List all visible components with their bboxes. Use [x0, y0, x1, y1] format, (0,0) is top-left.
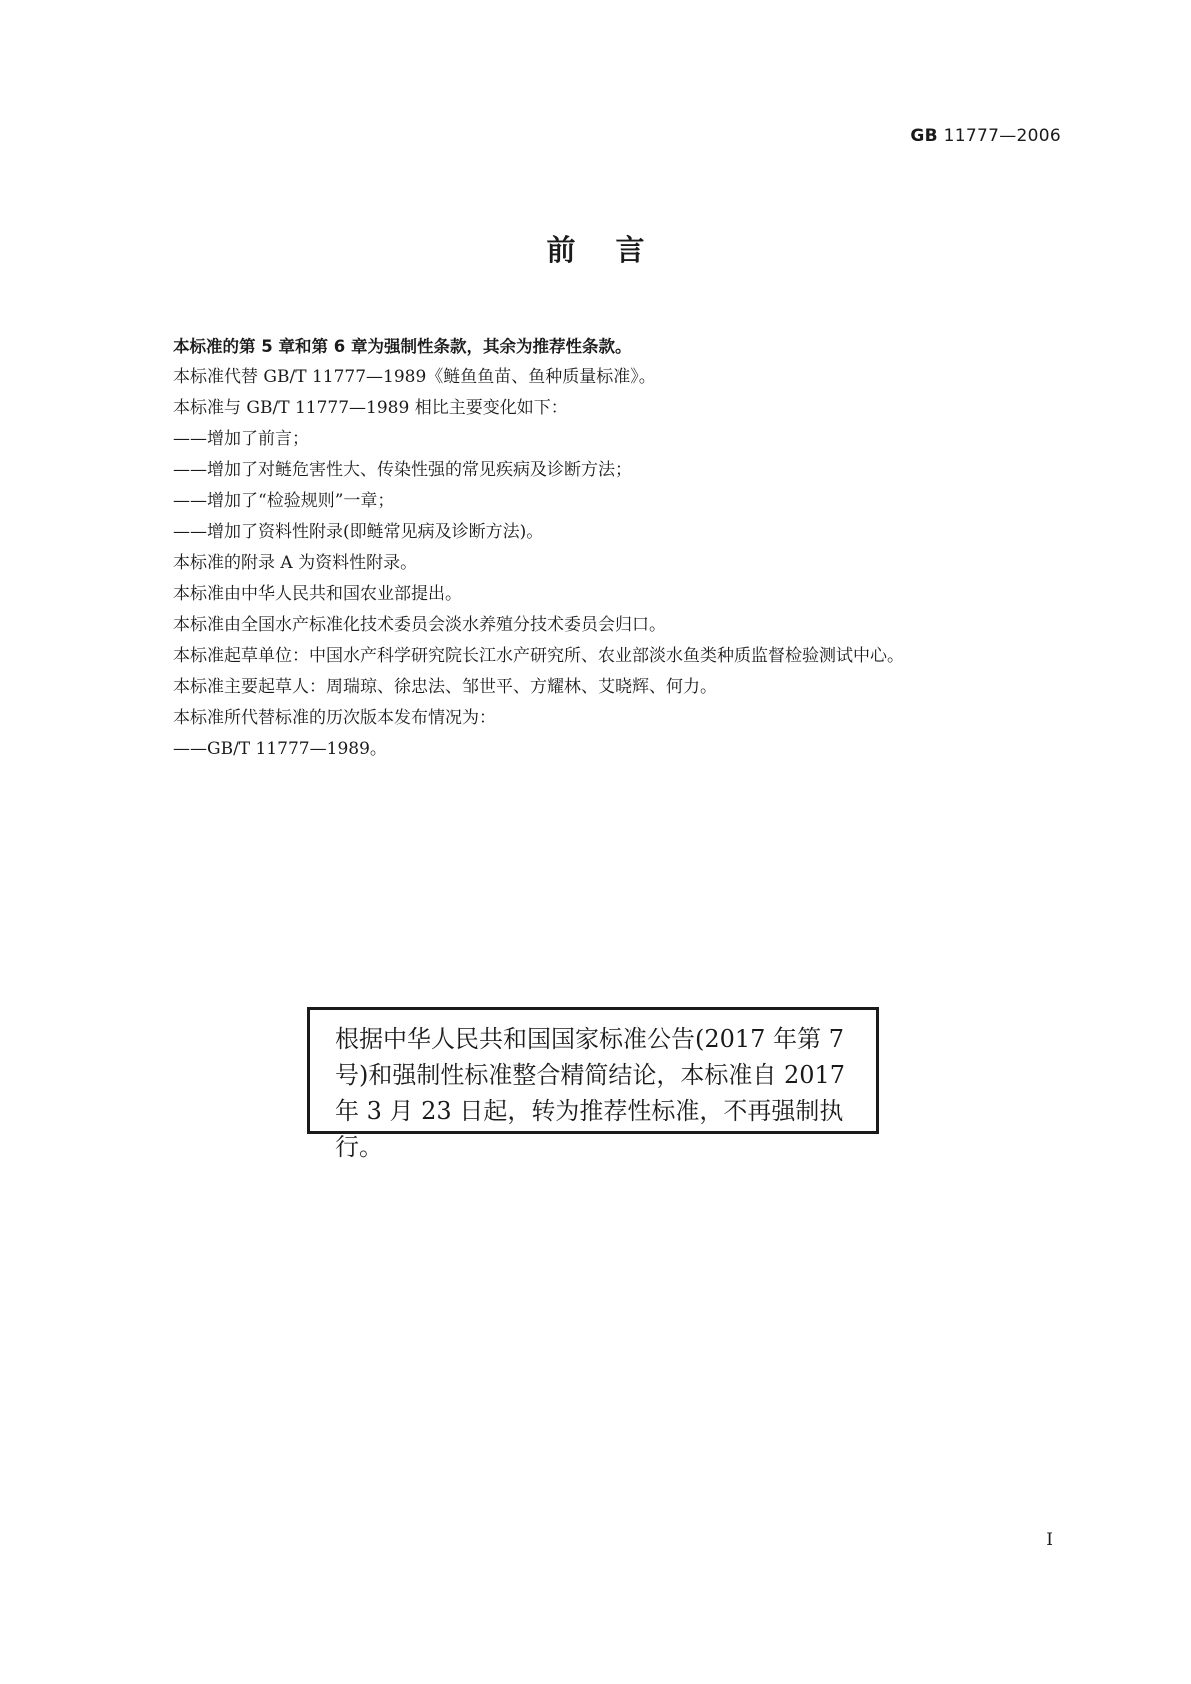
standard-code: 11777—2006	[943, 126, 1061, 146]
drafting-organizations: 本标准起草单位：中国水产科学研究院长江水产研究所、农业部淡水鱼类种质监督检验测试中心。	[173, 646, 904, 666]
change-item: ——增加了前言；	[173, 429, 309, 449]
change-item: ——增加了对鲢危害性大、传染性强的常见疾病及诊断方法；	[173, 460, 632, 480]
page-title: 前言	[546, 233, 685, 267]
version-history-item: ——GB/T 11777—1989。	[173, 739, 387, 759]
drafters: 本标准主要起草人：周瑞琼、徐忠法、邹世平、方耀林、艾晓辉、何力。	[173, 677, 717, 697]
page-number: I	[1046, 1530, 1053, 1550]
standard-number	[910, 126, 1061, 146]
changes-intro: 本标准与 GB/T 11777—1989 相比主要变化如下：	[173, 398, 568, 418]
standard-prefix: GB	[910, 126, 938, 146]
version-history-intro: 本标准所代替标准的历次版本发布情况为：	[173, 708, 496, 728]
appendix-statement: 本标准的附录 A 为资料性附录。	[173, 553, 418, 573]
replaces-statement: 本标准代替 GB/T 11777—1989《鲢鱼鱼苗、鱼种质量标准》。	[173, 367, 656, 387]
change-item: ——增加了资料性附录(即鲢常见病及诊断方法)。	[173, 522, 544, 542]
change-item: ——增加了“检验规则”一章；	[173, 491, 395, 511]
proposer-statement: 本标准由中华人民共和国农业部提出。	[173, 584, 462, 604]
mandatory-clause-statement: 本标准的第 5 章和第 6 章为强制性条款，其余为推荐性条款。	[173, 337, 632, 356]
administrator-statement: 本标准由全国水产标准化技术委员会淡水养殖分技术委员会归口。	[173, 615, 666, 635]
notice-box: 根据中华人民共和国国家标准公告(2017 年第 7 号)和强制性标准整合精简结论，本标准自 2017 年 3 月 23 日起，转为推荐性标准，不再强制执行。	[307, 1007, 879, 1134]
foreword-body	[173, 331, 1073, 765]
